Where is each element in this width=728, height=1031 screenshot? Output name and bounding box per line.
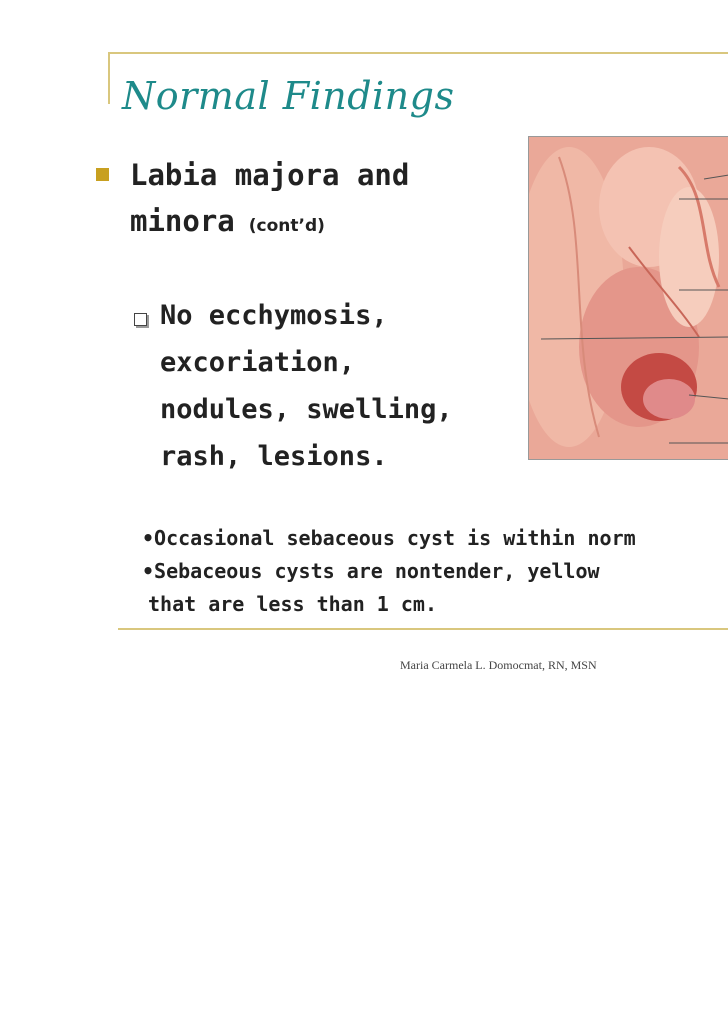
main-bullet-line-1: Labia majora and (130, 158, 410, 192)
divider-rule (118, 628, 728, 630)
slide-title: Normal Findings (122, 74, 455, 118)
note-line: that are less than 1 cm. (148, 592, 437, 616)
main-bullet-line-2 (130, 198, 510, 249)
main-bullet-word: minora (130, 204, 235, 238)
square-bullet-icon (96, 168, 109, 181)
note-line: •Sebaceous cysts are nontender, yellow (142, 559, 600, 583)
sub-bullet-line: rash, lesions. (160, 441, 388, 472)
sub-bullet-line: nodules, swelling, (160, 394, 453, 425)
anatomy-photo-illustration (529, 137, 728, 459)
footer-author: Maria Carmela L. Domocmat, RN, MSN (400, 658, 597, 672)
contd-note: (cont’d) (248, 216, 325, 236)
sub-bullet-line: excoriation, (160, 347, 356, 378)
notes-text (142, 522, 728, 621)
note-line: •Occasional sebaceous cyst is within norm (142, 526, 636, 550)
title-accent-vertical-rule (108, 52, 110, 104)
sub-bullet-line: No ecchymosis, (160, 300, 388, 331)
anatomy-photo (528, 136, 728, 460)
checkbox-bullet-icon (134, 313, 147, 326)
sub-bullet-text (160, 292, 520, 480)
title-accent-horizontal-rule (108, 52, 728, 54)
main-bullet-text (130, 152, 510, 249)
